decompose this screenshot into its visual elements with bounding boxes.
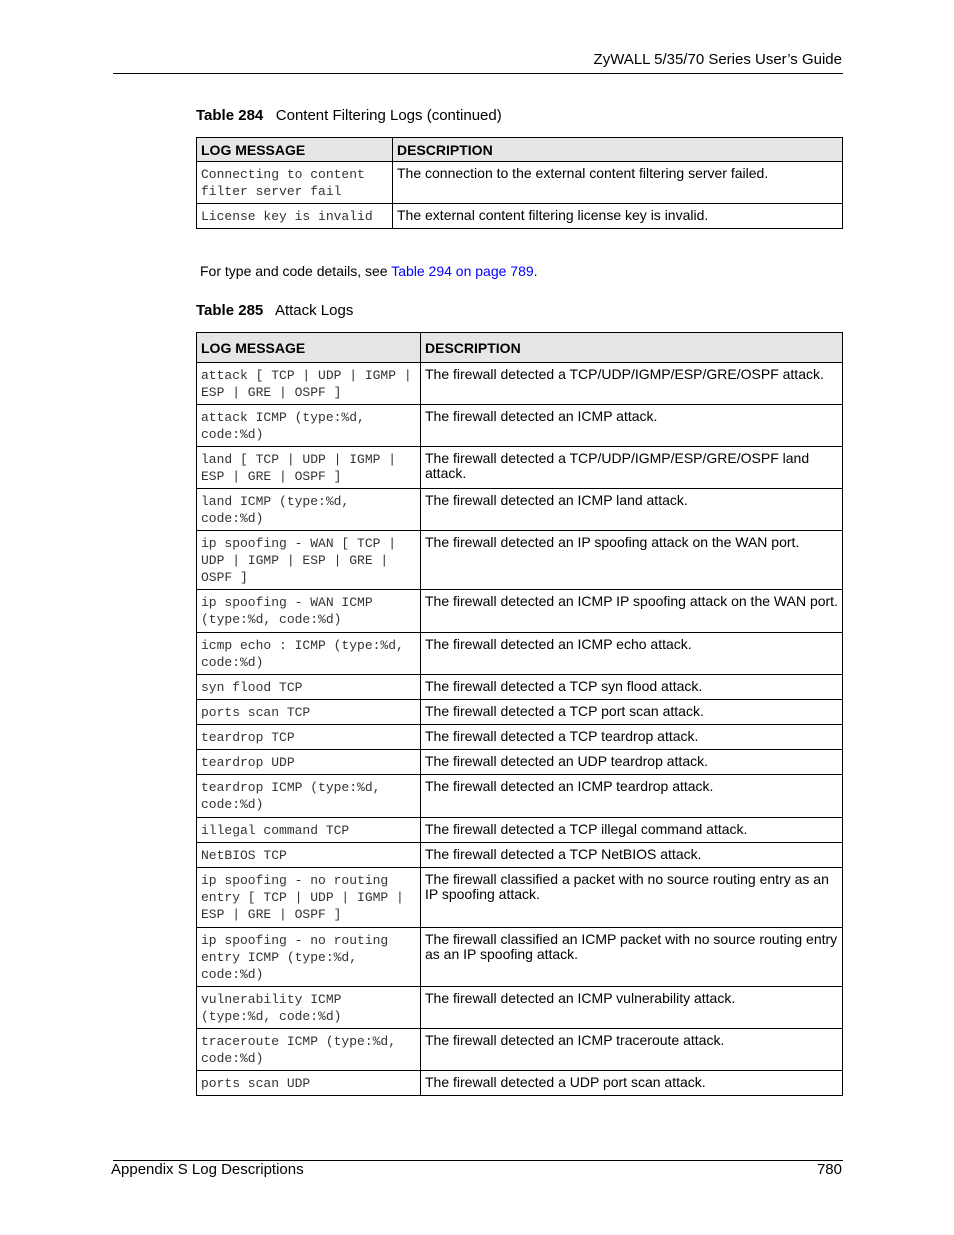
table-row [197,489,843,531]
table-row [197,843,843,868]
log-message-cell: Connecting to content filter server fail [197,162,393,204]
log-message-cell: land ICMP (type:%d, code:%d) [197,489,421,531]
log-message-cell: teardrop TCP [197,725,421,750]
running-header-title: ZyWALL 5/35/70 Series User’s Guide [593,51,842,68]
table-row [197,775,843,818]
table-row [197,818,843,843]
description-cell: The firewall detected an IP spoofing attack on the WAN port. [421,531,843,590]
description-cell: The firewall detected an ICMP echo attack. [421,633,843,675]
description-cell: The firewall detected an ICMP land attack. [421,489,843,531]
log-message-cell: land [ TCP | UDP | IGMP | ESP | GRE | OSPF ] [197,447,421,489]
table-row [197,405,843,447]
header-divider [113,73,843,74]
table-row [197,1071,843,1096]
column-header-log-message: LOG MESSAGE [197,333,421,363]
description-cell: The firewall detected an ICMP traceroute attack. [421,1029,843,1071]
table-row [197,590,843,633]
log-message-cell: syn flood TCP [197,675,421,700]
description-cell: The firewall detected a TCP syn flood attack. [421,675,843,700]
table-285-label: Table 285 [196,302,264,319]
log-message-cell: attack [ TCP | UDP | IGMP | ESP | GRE | OSPF ] [197,363,421,405]
type-code-note [200,263,538,279]
description-cell: The firewall detected a TCP/UDP/IGMP/ESP/GRE/OSPF land attack. [421,447,843,489]
log-message-cell: attack ICMP (type:%d, code:%d) [197,405,421,447]
table-284-caption [196,107,502,124]
log-message-cell: icmp echo : ICMP (type:%d, code:%d) [197,633,421,675]
description-cell: The firewall detected an UDP teardrop attack. [421,750,843,775]
table-row [197,447,843,489]
table-row [197,363,843,405]
table-row [197,675,843,700]
description-cell: The firewall detected a UDP port scan attack. [421,1071,843,1096]
description-cell: The firewall classified an ICMP packet with no source routing entry as an IP spoofing attack. [421,928,843,987]
table-row [197,700,843,725]
content-filtering-logs-table [196,137,843,229]
description-cell: The firewall detected an ICMP teardrop attack. [421,775,843,818]
note-suffix: . [533,263,538,279]
attack-logs-table [196,332,843,1096]
log-message-cell: ports scan TCP [197,700,421,725]
description-cell: The firewall detected a TCP/UDP/IGMP/ESP/GRE/OSPF attack. [421,363,843,405]
footer-section-title: Appendix S Log Descriptions [111,1161,304,1178]
table-row [197,750,843,775]
column-header-description: DESCRIPTION [421,333,843,363]
table-285-title: Attack Logs [274,302,354,319]
table-row [197,928,843,987]
description-cell: The firewall detected an ICMP IP spoofing attack on the WAN port. [421,590,843,633]
description-cell: The firewall detected an ICMP attack. [421,405,843,447]
description-cell: The firewall detected a TCP port scan attack. [421,700,843,725]
table-row [197,204,843,229]
log-message-cell: ip spoofing - no routing entry [ TCP | UDP | IGMP | ESP | GRE | OSPF ] [197,868,421,928]
table-285-caption [196,302,353,319]
column-header-log-message: LOG MESSAGE [197,138,393,162]
log-message-cell: teardrop ICMP (type:%d, code:%d) [197,775,421,818]
table-row [197,987,843,1029]
table-row [197,1029,843,1071]
column-header-description: DESCRIPTION [393,138,843,162]
table-row [197,633,843,675]
table-row [197,531,843,590]
log-message-cell: teardrop UDP [197,750,421,775]
description-cell: The firewall detected an ICMP vulnerability attack. [421,987,843,1029]
log-message-cell: ip spoofing - WAN [ TCP | UDP | IGMP | ESP | GRE | OSPF ] [197,531,421,590]
log-message-cell: ports scan UDP [197,1071,421,1096]
log-message-cell: NetBIOS TCP [197,843,421,868]
description-cell: The external content filtering license key is invalid. [393,204,843,229]
log-message-cell: traceroute ICMP (type:%d, code:%d) [197,1029,421,1071]
log-message-cell: vulnerability ICMP (type:%d, code:%d) [197,987,421,1029]
table-row [197,868,843,928]
table-header-row [197,333,843,363]
log-message-cell: illegal command TCP [197,818,421,843]
table-header-row [197,138,843,162]
log-message-cell: ip spoofing - no routing entry ICMP (type:%d, code:%d) [197,928,421,987]
description-cell: The firewall detected a TCP NetBIOS attack. [421,843,843,868]
description-cell: The firewall detected a TCP illegal command attack. [421,818,843,843]
table-row [197,162,843,204]
description-cell: The firewall detected a TCP teardrop attack. [421,725,843,750]
description-cell: The firewall classified a packet with no source routing entry as an IP spoofing attack. [421,868,843,928]
table-294-link[interactable]: Table 294 on page 789 [391,263,534,279]
table-284-label: Table 284 [196,107,264,124]
log-message-cell: License key is invalid [197,204,393,229]
table-284-title: Content Filtering Logs (continued) [275,107,502,124]
description-cell: The connection to the external content filtering server failed. [393,162,843,204]
note-prefix: For type and code details, see [200,263,392,279]
footer-page-number: 780 [816,1161,842,1178]
log-message-cell: ip spoofing - WAN ICMP (type:%d, code:%d) [197,590,421,633]
table-row [197,725,843,750]
